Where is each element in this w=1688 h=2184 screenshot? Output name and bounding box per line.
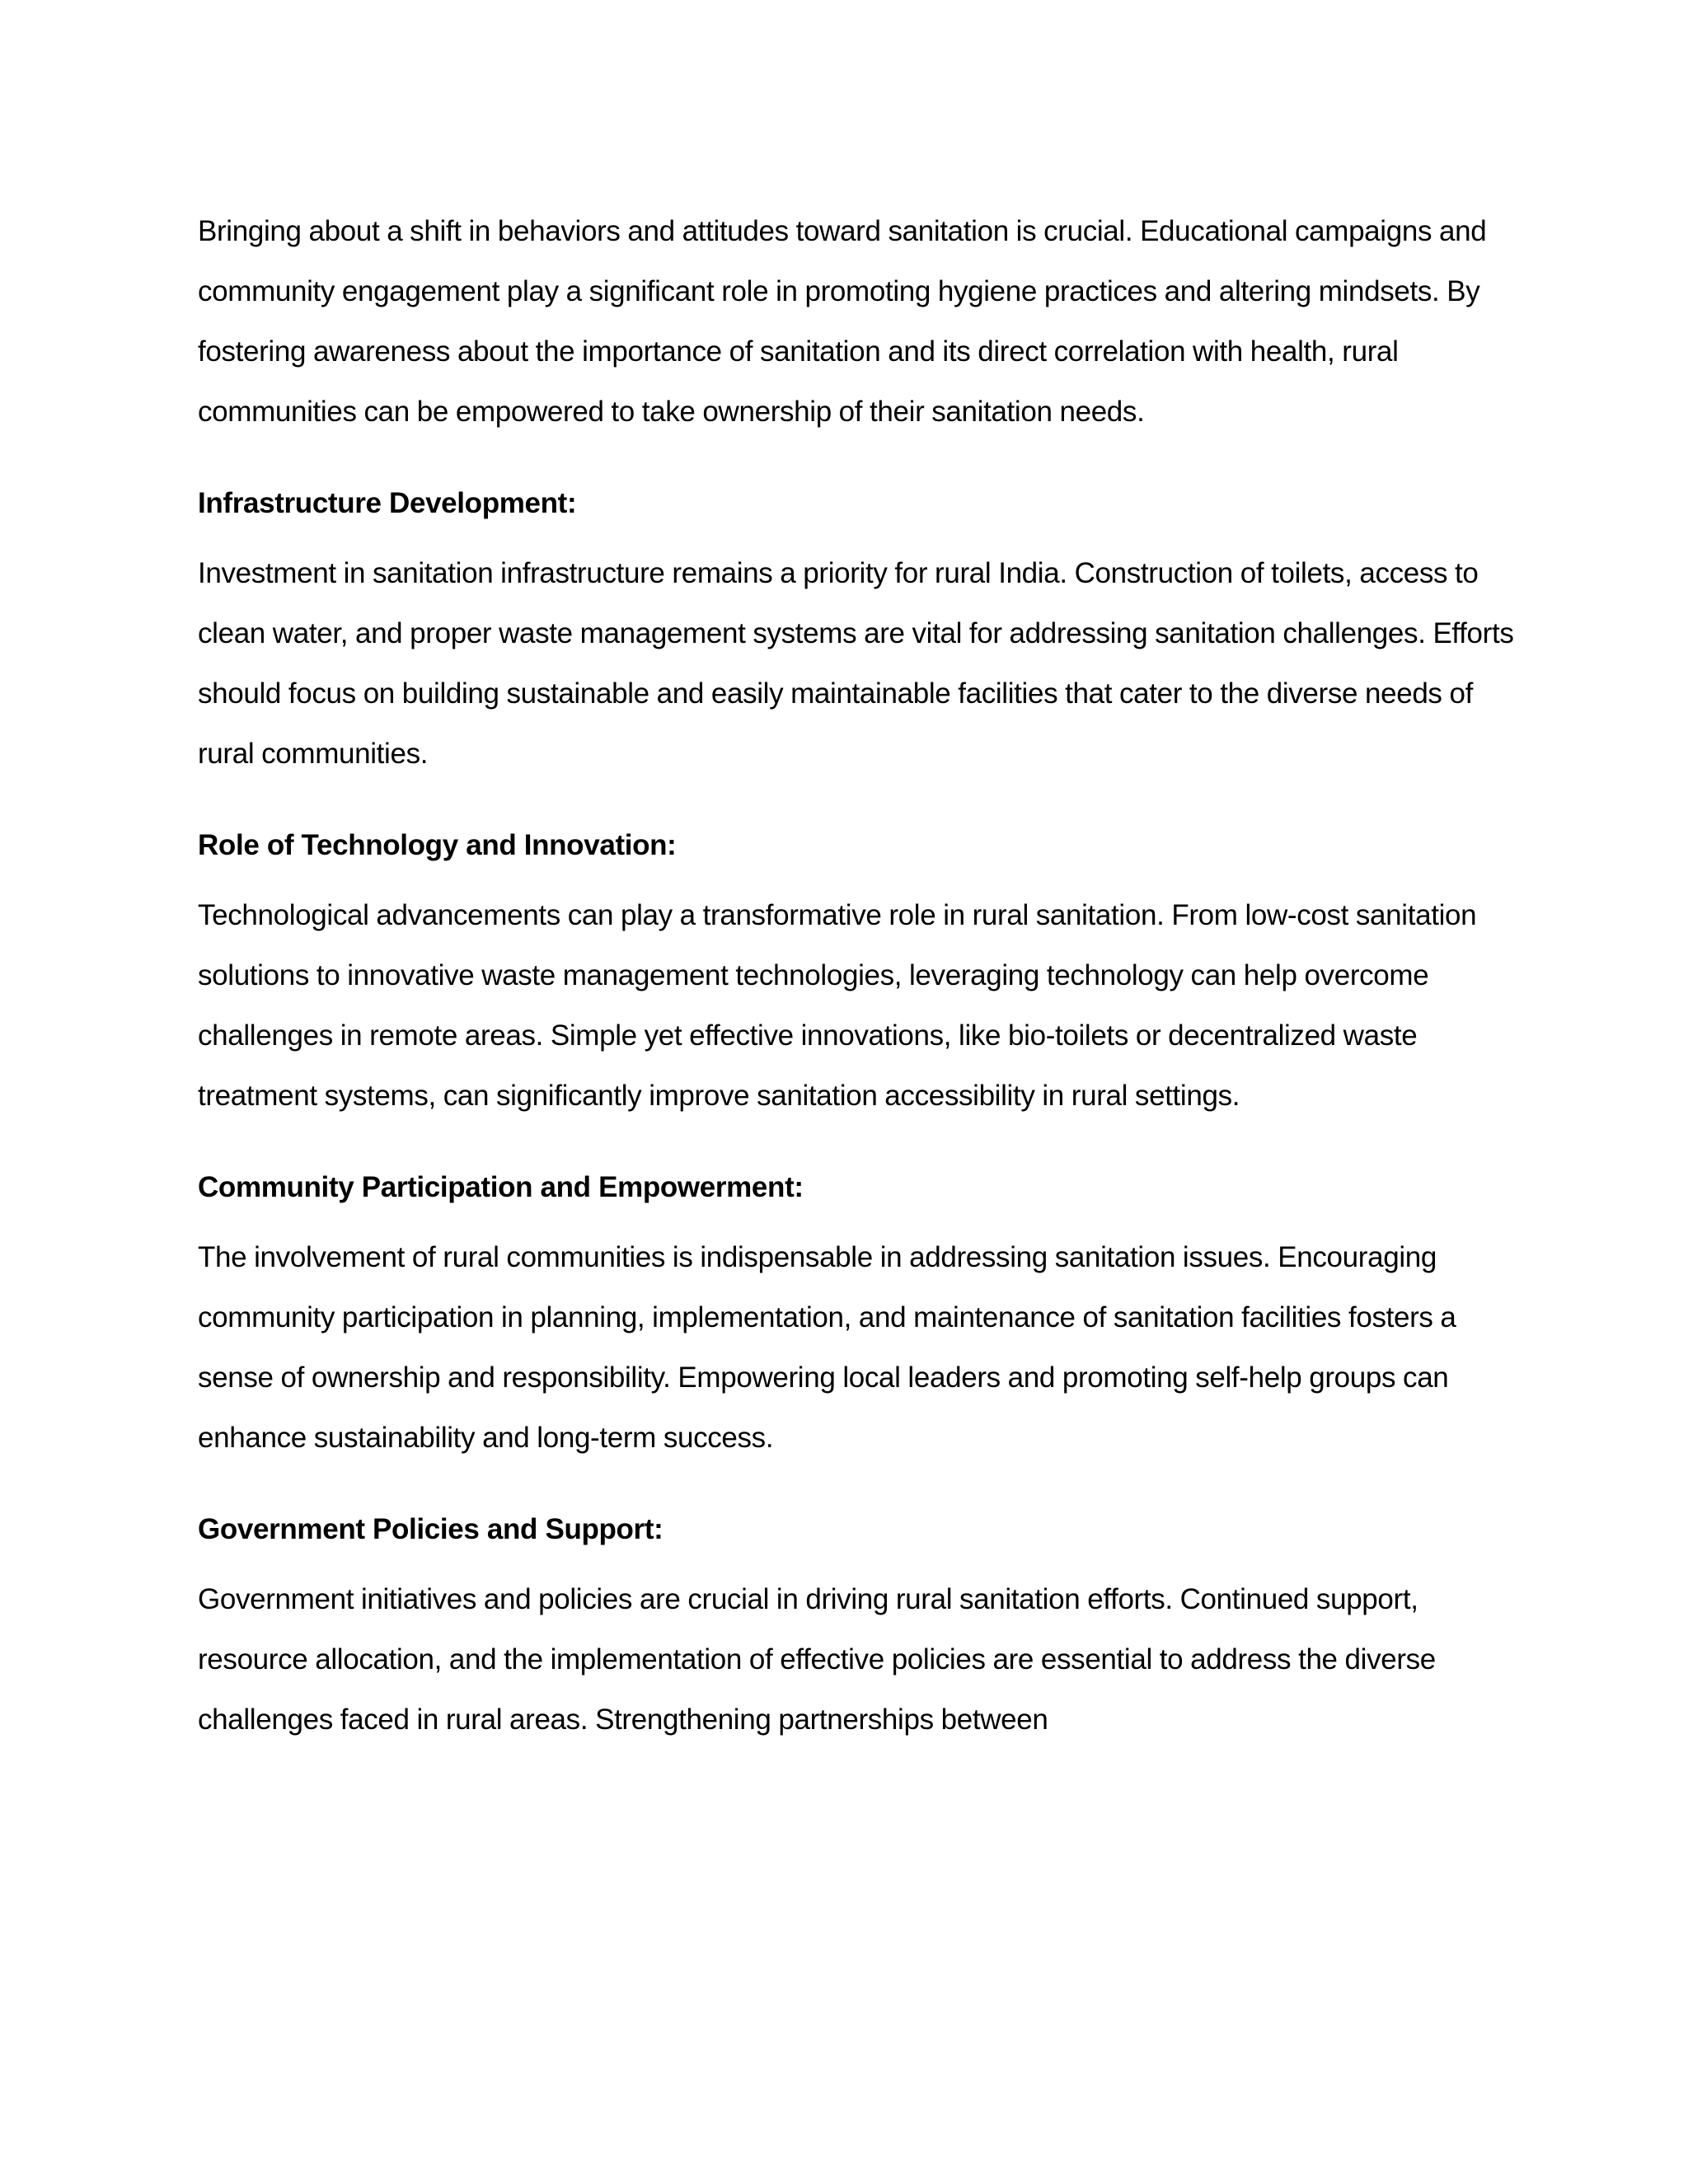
section-body-government: Government initiatives and policies are crucial in driving rural sanitation efforts. Continued support, resource allocation, and the implementation of effective policies are essential to address the diverse challenges faced in rural areas. Strengthening partnerships between (198, 1583, 1436, 1736)
intro-paragraph: Bringing about a shift in behaviors and attitudes toward sanitation is crucial. Educational campaigns and community engagement play a significant role in promoting hygiene practices and altering mindsets. By fostering awareness about the importance of sanitation and its direct correlation with health, rural communities can be empowered to take ownership of their sanitation needs. (198, 215, 1487, 428)
section-heading-technology: Role of Technology and Innovation: (198, 829, 677, 861)
section-body-community: The involvement of rural communities is indispensable in addressing sanitation issues. Encouraging community participation in planning, implementation, and maintenance of sanitation facilities fosters a sense of ownership and responsibility. Empowering local leaders and promoting self-help groups can enhance sustainability and long-term success. (198, 1241, 1456, 1454)
section-heading-government: Government Policies and Support: (198, 1513, 663, 1545)
document-body (198, 201, 1517, 1750)
section-heading-infrastructure: Infrastructure Development: (198, 487, 577, 519)
section-body-infrastructure: Investment in sanitation infrastructure remains a priority for rural India. Construction of toilets, access to clean water, and proper waste management systems are vital for addressing sanitation challenges. Efforts should focus on building sustainable and easily maintainable facilities that cater to the diverse needs of rural communities. (198, 557, 1514, 770)
section-heading-community: Community Participation and Empowerment: (198, 1171, 804, 1203)
section-body-technology: Technological advancements can play a transformative role in rural sanitation. From low-cost sanitation solutions to innovative waste management technologies, leveraging technology can help overcome challenges in remote areas. Simple yet effective innovations, like bio-toilets or decentralized waste treatment systems, can significantly improve sanitation accessibility in rural settings. (198, 899, 1477, 1112)
